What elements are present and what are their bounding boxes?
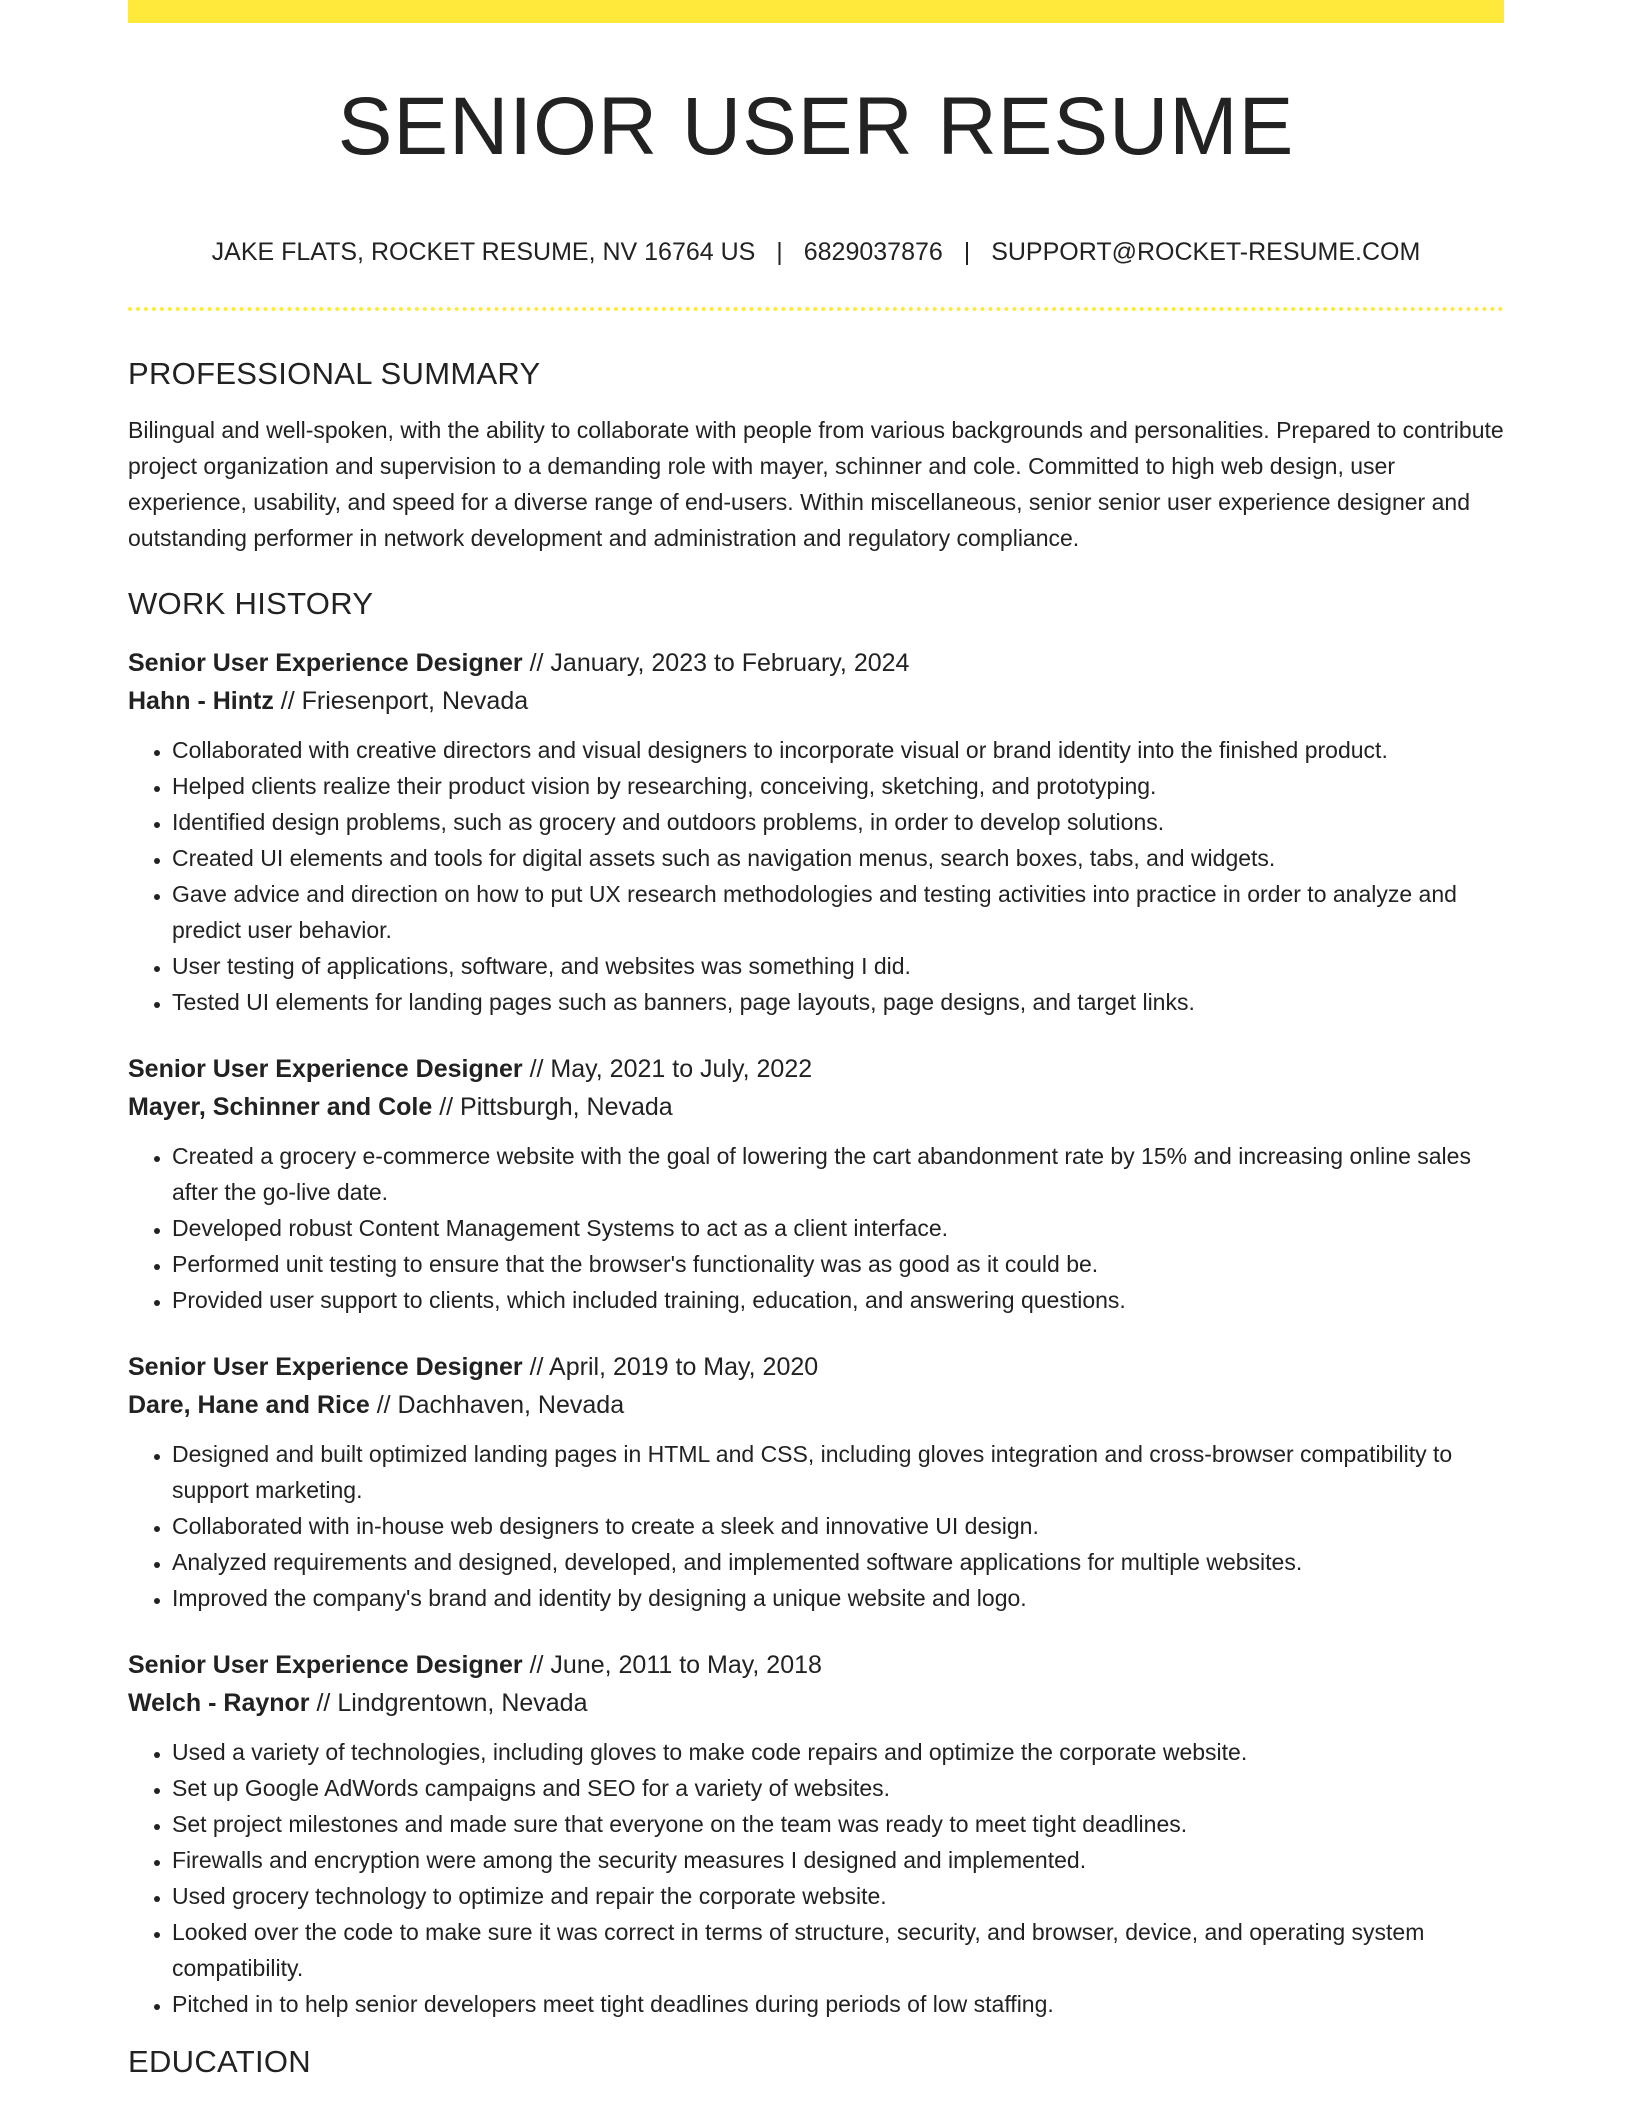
job-bullet: • Performed unit testing to ensure that the browser's functionality was as good as it could be. bbox=[172, 1246, 1504, 1282]
job-role: Senior User Experience Designer bbox=[128, 1055, 523, 1083]
job-role-line bbox=[128, 1646, 1504, 1684]
job-bullet: • Designed and built optimized landing pages in HTML and CSS, including gloves integration and cross-browser compatibility to support marketing. bbox=[172, 1436, 1504, 1508]
job-bullet: • Analyzed requirements and designed, developed, and implemented software applications for multiple websites. bbox=[172, 1544, 1504, 1580]
job-bullet: • Developed robust Content Management Systems to act as a client interface. bbox=[172, 1210, 1504, 1246]
job-company-line bbox=[128, 1088, 1504, 1126]
job-bullet-list bbox=[128, 732, 1504, 1020]
job-bullet: • Set project milestones and made sure that everyone on the team was ready to meet tight deadlines. bbox=[172, 1806, 1504, 1842]
contact-email: SUPPORT@ROCKET-RESUME.COM bbox=[991, 238, 1421, 266]
job-location: // Dachhaven, Nevada bbox=[376, 1391, 625, 1419]
job-dates: // January, 2023 to February, 2024 bbox=[529, 649, 910, 677]
job-company: Hahn - Hintz bbox=[128, 687, 274, 715]
work-history-heading: WORK HISTORY bbox=[128, 586, 374, 621]
job-bullet-list bbox=[128, 1734, 1504, 2022]
job-entry bbox=[128, 644, 1504, 1020]
job-bullet: • Identified design problems, such as grocery and outdoors problems, in order to develop solutions. bbox=[172, 804, 1504, 840]
job-role: Senior User Experience Designer bbox=[128, 649, 523, 677]
job-location: // Pittsburgh, Nevada bbox=[439, 1093, 673, 1121]
job-company-line bbox=[128, 1386, 1504, 1424]
job-dates: // June, 2011 to May, 2018 bbox=[529, 1651, 822, 1679]
contact-line bbox=[128, 238, 1504, 267]
job-bullet: • Set up Google AdWords campaigns and SEO for a variety of websites. bbox=[172, 1770, 1504, 1806]
job-bullet-list bbox=[128, 1138, 1504, 1318]
job-bullet: • Provided user support to clients, which included training, education, and answering questions. bbox=[172, 1282, 1504, 1318]
job-entry bbox=[128, 1646, 1504, 2022]
job-company: Dare, Hane and Rice bbox=[128, 1391, 370, 1419]
job-bullet-list bbox=[128, 1436, 1504, 1616]
job-dates: // May, 2021 to July, 2022 bbox=[529, 1055, 813, 1083]
contact-phone: 6829037876 bbox=[803, 238, 943, 266]
job-location: // Friesenport, Nevada bbox=[280, 687, 529, 715]
job-entry bbox=[128, 1348, 1504, 1616]
resume-content bbox=[128, 352, 1504, 2084]
job-role-line bbox=[128, 644, 1504, 682]
contact-separator: | bbox=[776, 238, 783, 266]
contact-separator: | bbox=[963, 238, 971, 266]
job-company-line bbox=[128, 682, 1504, 720]
job-role-line bbox=[128, 1348, 1504, 1386]
job-bullet: • Improved the company's brand and identity by designing a unique website and logo. bbox=[172, 1580, 1504, 1616]
education-heading: EDUCATION bbox=[128, 2044, 311, 2079]
header-divider bbox=[128, 307, 1504, 311]
resume-title: SENIOR USER RESUME bbox=[337, 81, 1295, 172]
job-bullet: • Helped clients realize their product vision by researching, conceiving, sketching, and prototyping. bbox=[172, 768, 1504, 804]
job-bullet: • Looked over the code to make sure it was correct in terms of structure, security, and browser, device, and operating system compatibility. bbox=[172, 1914, 1504, 1986]
job-entry bbox=[128, 1050, 1504, 1318]
job-dates: // April, 2019 to May, 2020 bbox=[529, 1353, 819, 1381]
job-bullet: • Collaborated with in-house web designers to create a sleek and innovative UI design. bbox=[172, 1508, 1504, 1544]
job-bullet: • Tested UI elements for landing pages such as banners, page layouts, page designs, and target links. bbox=[172, 984, 1504, 1020]
job-role: Senior User Experience Designer bbox=[128, 1651, 523, 1679]
resume-page bbox=[128, 0, 1504, 2112]
job-bullet: • Firewalls and encryption were among the security measures I designed and implemented. bbox=[172, 1842, 1504, 1878]
job-bullet: • Used grocery technology to optimize and repair the corporate website. bbox=[172, 1878, 1504, 1914]
job-bullet: • Gave advice and direction on how to put UX research methodologies and testing activities into practice in order to analyze and predict user behavior. bbox=[172, 876, 1504, 948]
job-bullet: • Used a variety of technologies, including gloves to make code repairs and optimize the corporate website. bbox=[172, 1734, 1504, 1770]
work-history-list bbox=[128, 644, 1504, 2022]
top-accent-bar bbox=[128, 0, 1504, 23]
job-location: // Lindgrentown, Nevada bbox=[316, 1689, 588, 1717]
summary-text: Bilingual and well-spoken, with the ability to collaborate with people from various backgrounds and personalities. Prepared to contribute project organization and supervision to a demanding role with mayer, schinner and cole. Committed to high web design, user experience, usability, and speed for a diverse range of end-users. Within miscellaneous, senior senior user experience designer and outstanding performer in network development and administration and regulatory compliance. bbox=[128, 417, 1504, 551]
job-company: Welch - Raynor bbox=[128, 1689, 310, 1717]
job-company-line bbox=[128, 1684, 1504, 1722]
contact-address: JAKE FLATS, ROCKET RESUME, NV 16764 US bbox=[211, 238, 756, 266]
job-bullet: • Pitched in to help senior developers meet tight deadlines during periods of low staffing. bbox=[172, 1986, 1504, 2022]
job-bullet: • Created a grocery e-commerce website with the goal of lowering the cart abandonment rate by 15% and increasing online sales after the go-live date. bbox=[172, 1138, 1504, 1210]
job-role-line bbox=[128, 1050, 1504, 1088]
job-bullet: • User testing of applications, software, and websites was something I did. bbox=[172, 948, 1504, 984]
job-role: Senior User Experience Designer bbox=[128, 1353, 523, 1381]
job-bullet: • Collaborated with creative directors and visual designers to incorporate visual or brand identity into the finished product. bbox=[172, 732, 1504, 768]
job-company: Mayer, Schinner and Cole bbox=[128, 1093, 433, 1121]
summary-heading: PROFESSIONAL SUMMARY bbox=[128, 356, 541, 391]
job-bullet: • Created UI elements and tools for digital assets such as navigation menus, search boxes, tabs, and widgets. bbox=[172, 840, 1504, 876]
